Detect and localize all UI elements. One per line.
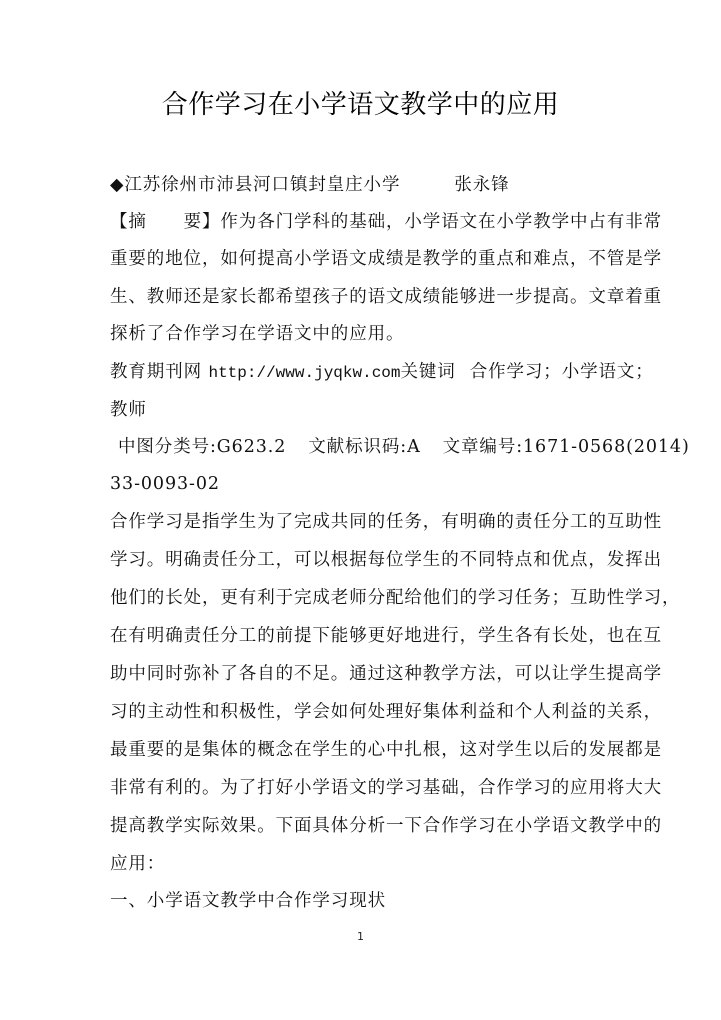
clc-number: 中图分类号:G623.2 xyxy=(118,437,287,457)
section-heading: 一、小学语文教学中合作学习现状 xyxy=(110,891,386,911)
body-line-2: 学习。明确责任分工，可以根据每位学生的不同特点和优点，发挥出 xyxy=(110,550,662,570)
abstract-label: 【摘 要】 xyxy=(110,212,221,232)
keywords-terms: 合作学习；小学语文； xyxy=(469,362,654,382)
body-line-4: 在有明确责任分工的前提下能够更好地进行，学生各有长处，也在互 xyxy=(110,626,662,646)
body-line-6: 习的主动性和积极性，学会如何处理好集体利益和个人利益的关系， xyxy=(110,702,662,722)
source-name: 教育期刊网 xyxy=(110,362,202,382)
page-number: 1 xyxy=(357,930,364,943)
body-line-8: 非常有利的。为了打好小学语文的学习基础，合作学习的应用将大大 xyxy=(110,778,662,798)
abstract-line-2: 重要的地位，如何提高小学语文成绩是教学的重点和难点，不管是学 xyxy=(110,249,662,269)
body-line-5: 助中同时弥补了各自的不足。通过这种教学方法，可以让学生提高学 xyxy=(110,664,662,684)
body-line-10: 应用： xyxy=(110,854,166,874)
abstract-line-1 xyxy=(110,210,663,234)
abstract-text: 作为各门学科的基础，小学语文在小学教学中占有非常 xyxy=(220,212,663,232)
document-code: 文献标识码:A xyxy=(308,437,421,457)
keywords-continuation: 教师 xyxy=(110,400,147,420)
document-title: 合作学习在小学语文教学中的应用 xyxy=(161,90,560,120)
article-number: 文章编号:1671-0568(2014) xyxy=(442,437,690,457)
source-url[interactable]: http://www.jyqkw.com xyxy=(208,364,401,382)
author-name: 张永锋 xyxy=(454,175,510,195)
keywords-label: 关键词 xyxy=(400,362,456,382)
article-number-continuation: 33-0093-02 xyxy=(110,474,220,494)
classification-line xyxy=(118,435,690,459)
abstract-line-4: 探析了合作学习在学语文中的应用。 xyxy=(110,324,405,344)
keywords-line xyxy=(110,360,654,385)
body-line-1: 合作学习是指学生为了完成共同的任务，有明确的责任分工的互助性 xyxy=(110,512,662,532)
body-line-7: 最重要的是集体的概念在学生的心中扎根，这对学生以后的发展都是 xyxy=(110,740,662,760)
body-line-9: 提高教学实际效果。下面具体分析一下合作学习在小学语文教学中的 xyxy=(110,816,662,836)
affiliation: ◆江苏徐州市沛县河口镇封皇庄小学 xyxy=(110,175,401,195)
affiliation-line xyxy=(110,173,615,197)
abstract-line-3: 生、教师还是家长都希望孩子的语文成绩能够进一步提高。文章着重 xyxy=(110,287,662,307)
body-line-3: 他们的长处，更有利于完成老师分配给他们的学习任务；互助性学习， xyxy=(110,588,681,608)
